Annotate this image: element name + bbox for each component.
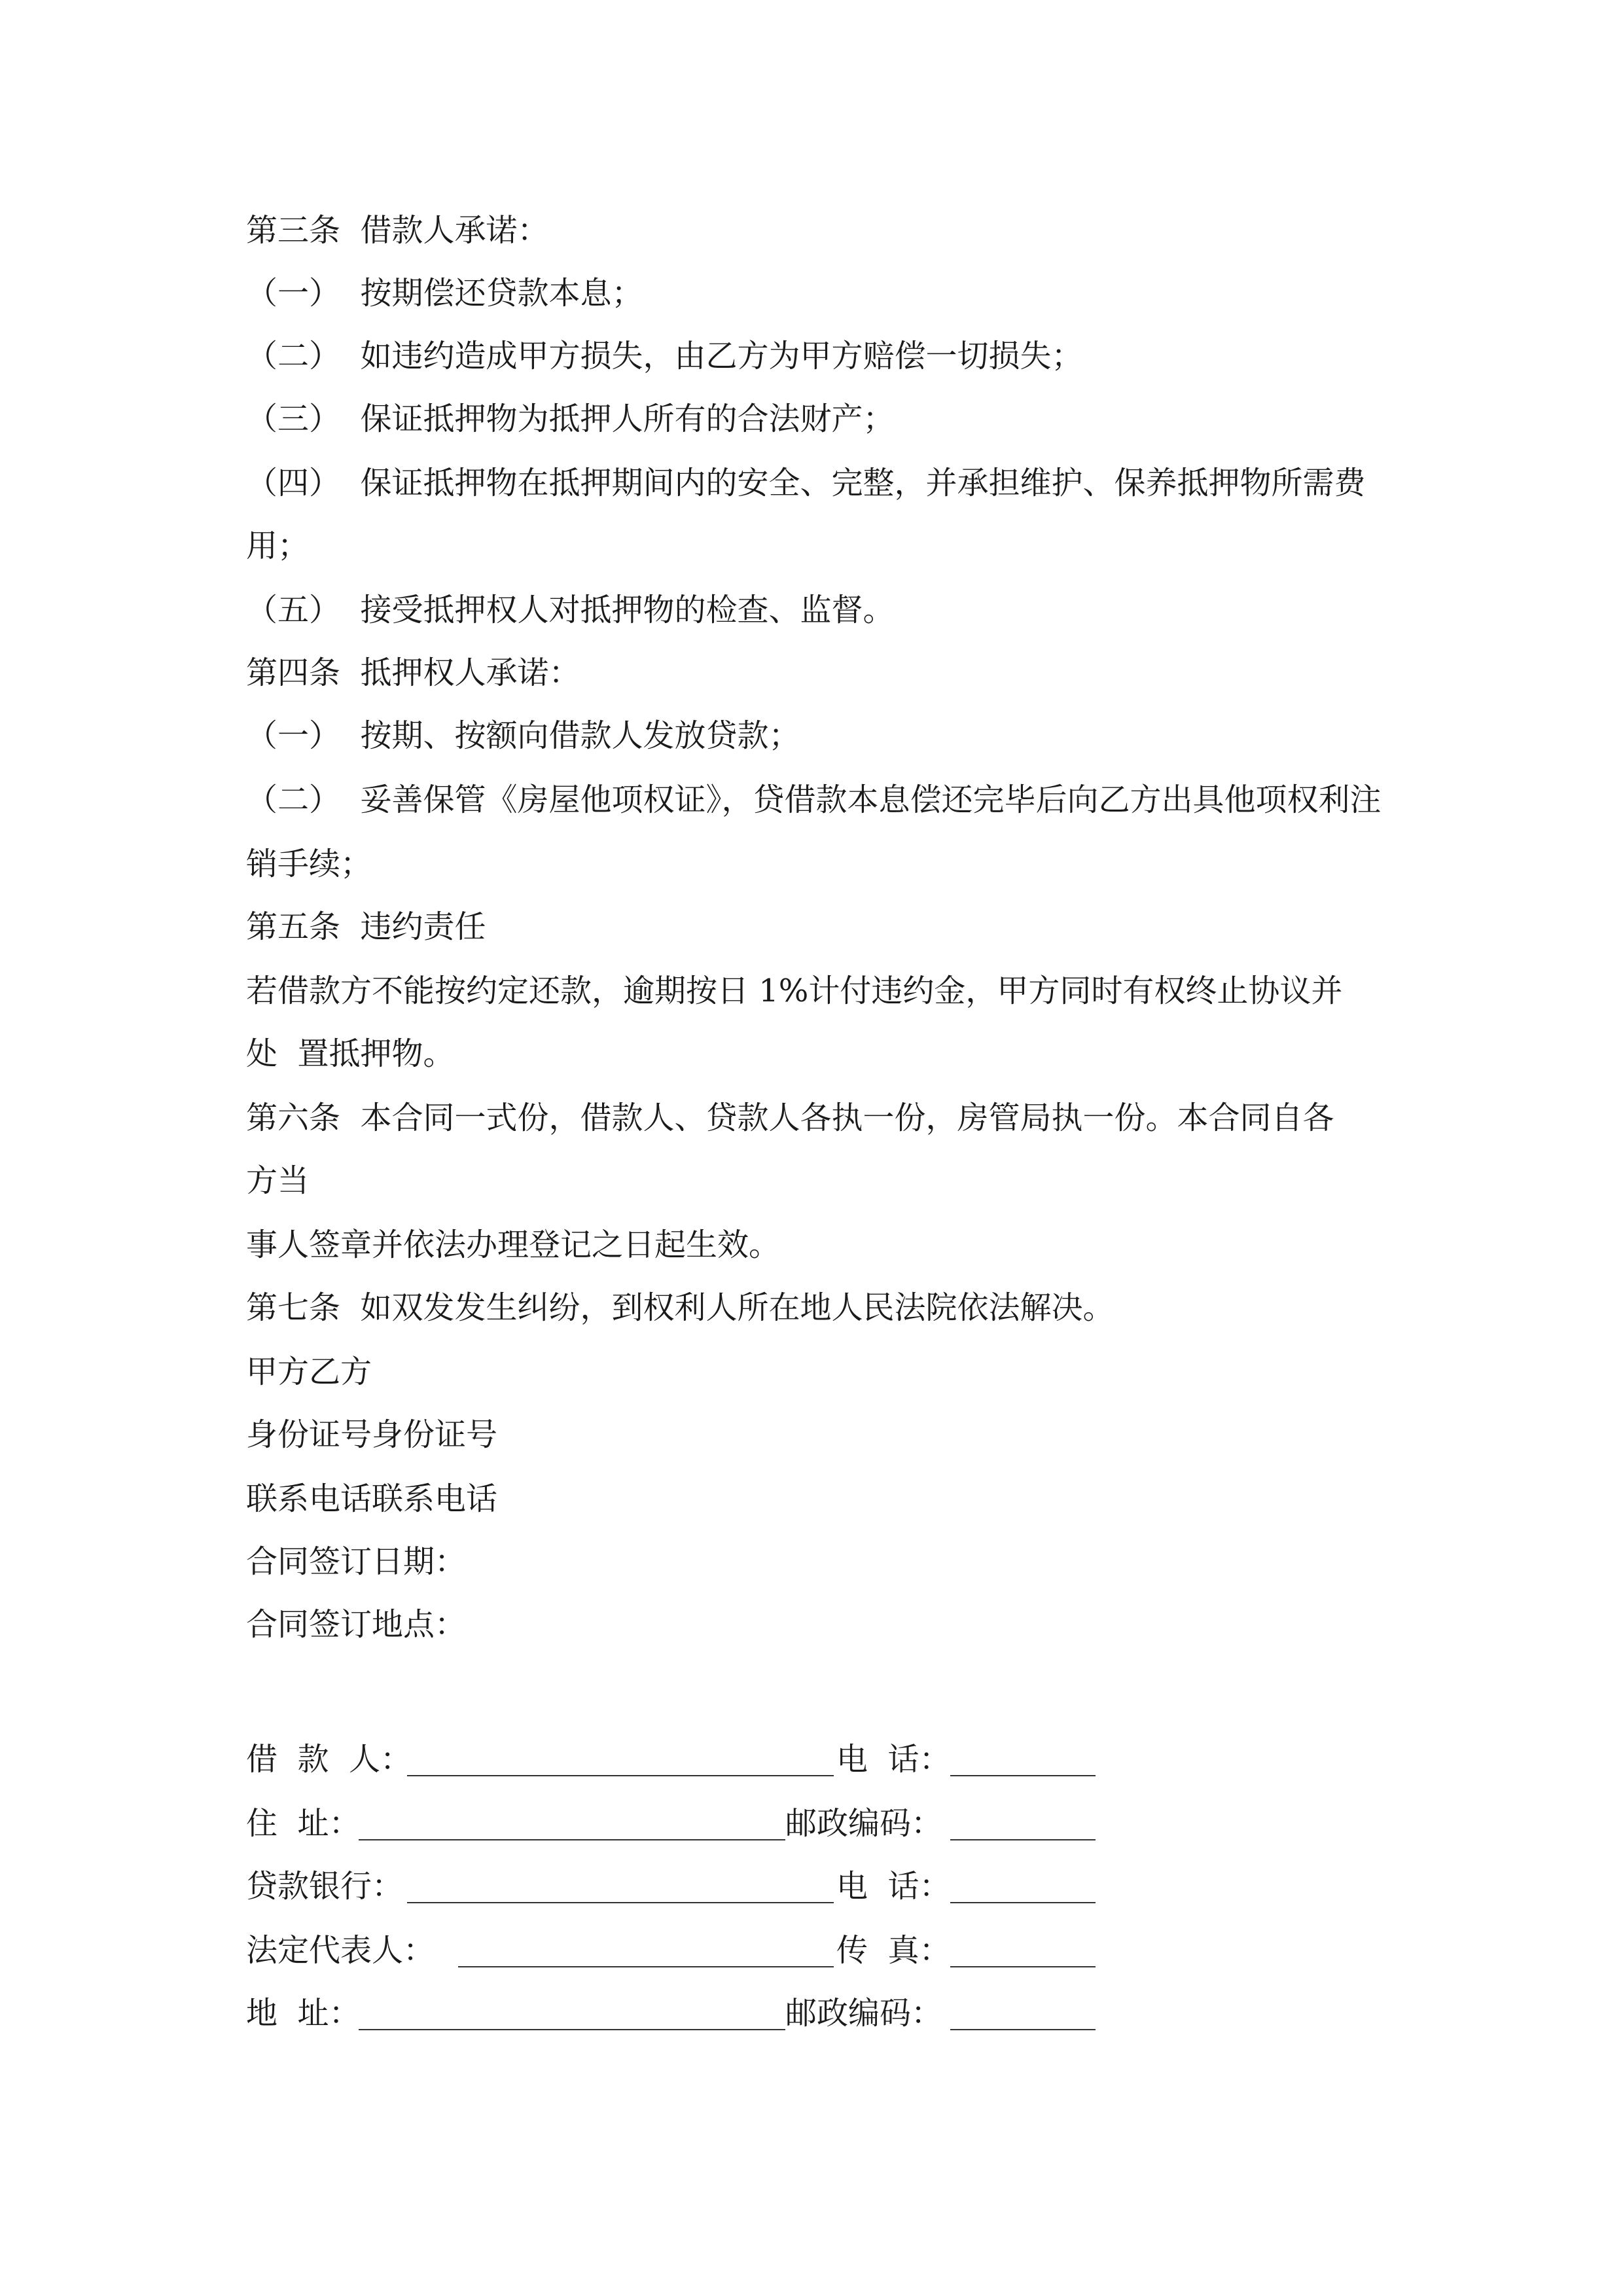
article-3-item-2: （二） 如违约造成甲方损失，由乙方为甲方赔偿一切损失； (246, 338, 1083, 374)
article-6-text-cont-2: 事人签章并依法办理登记之日起生效。 (246, 1227, 781, 1263)
bank-phone-blank[interactable] (950, 1902, 1096, 1903)
signing-date-label: 合同签订日期： (246, 1543, 467, 1580)
address-label: 住 址： (246, 1805, 361, 1842)
article-5-text: 若借款方不能按约定还款，逾期按日 1%计付违约金，甲方同时有权终止协议并 (246, 973, 1343, 1009)
borrower-phone-blank[interactable] (950, 1775, 1096, 1776)
bank-blank[interactable] (407, 1902, 834, 1903)
article-3-item-5: （五） 接受抵押权人对抵押物的检查、监督。 (246, 592, 895, 628)
signing-place-label: 合同签订地点： (246, 1606, 467, 1643)
party-labels: 甲方乙方 (246, 1354, 372, 1390)
article-3-heading: 第三条 借款人承诺： (246, 212, 549, 249)
address-postcode-label: 邮政编码： (785, 1805, 943, 1842)
article-4-heading: 第四条 抵押权人承诺： (246, 655, 580, 691)
address-postcode-blank[interactable] (950, 1839, 1096, 1840)
article-3-item-4: （四） 保证抵押物在抵押期间内的安全、完整，并承担维护、保养抵押物所需费 (246, 465, 1366, 501)
article-6-text: 第六条 本合同一式份，借款人、贷款人各执一份，房管局执一份。本合同自各 (246, 1100, 1334, 1136)
article-4-item-2-cont: 销手续； (246, 846, 372, 882)
article-4-item-2: （二） 妥善保管《房屋他项权证》，贷借款本息偿还完毕后向乙方出具他项权利注 (246, 781, 1382, 818)
borrower-blank[interactable] (407, 1775, 834, 1776)
phone-labels: 联系电话联系电话 (246, 1480, 498, 1517)
article-3-item-4-cont: 用； (246, 528, 310, 564)
address-blank[interactable] (359, 1839, 785, 1840)
article-6-text-cont-1: 方当 (246, 1162, 310, 1199)
fax-label: 传 真： (836, 1932, 951, 1969)
article-5-heading: 第五条 违约责任 (246, 908, 486, 945)
legal-rep-blank[interactable] (458, 1966, 834, 1967)
id-number-labels: 身份证号身份证号 (246, 1416, 498, 1453)
fax-blank[interactable] (950, 1966, 1096, 1967)
borrower-phone-label: 电 话： (836, 1741, 951, 1778)
bank-phone-label: 电 话： (836, 1868, 951, 1905)
bank-address-label: 地 址： (246, 1995, 361, 2032)
article-4-item-1: （一） 按期、按额向借款人发放贷款； (246, 717, 800, 754)
bank-label: 贷款银行： (246, 1868, 404, 1905)
article-7-text: 第七条 如双发发生纠纷，到权利人所在地人民法院依法解决。 (246, 1289, 1115, 1326)
article-5-text-cont: 处 置抵押物。 (246, 1035, 455, 1072)
article-3-item-1: （一） 按期偿还贷款本息； (246, 275, 643, 312)
bank-postcode-blank[interactable] (950, 2029, 1096, 2030)
borrower-label: 借 款 人： (246, 1741, 412, 1778)
legal-rep-label: 法定代表人： (246, 1932, 435, 1969)
bank-postcode-label: 邮政编码： (785, 1995, 943, 2032)
article-3-item-3: （三） 保证抵押物为抵押人所有的合法财产； (246, 401, 895, 437)
bank-address-blank[interactable] (359, 2029, 785, 2030)
